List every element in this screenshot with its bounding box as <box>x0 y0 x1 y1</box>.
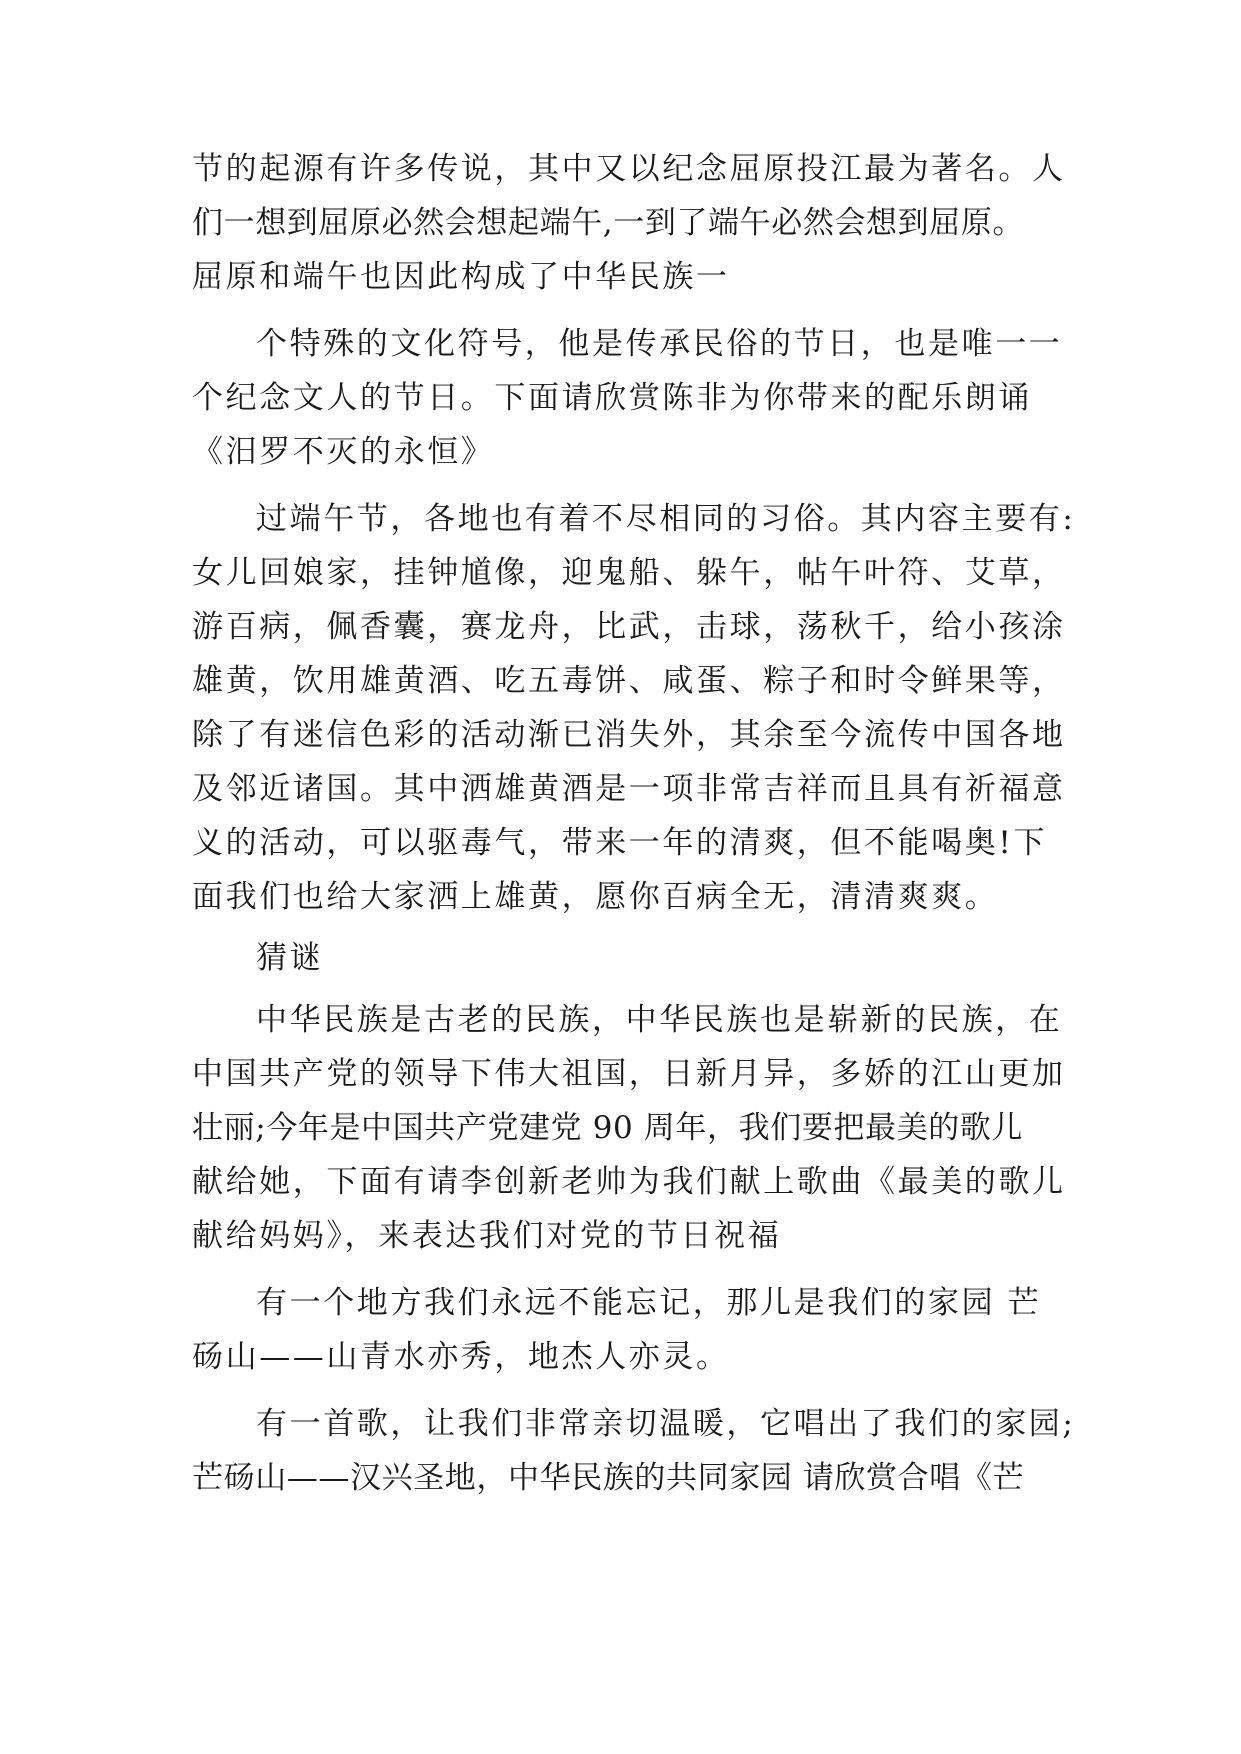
text-line: 女儿回娘家，挂钟馗像，迎鬼船、躲午，帖午叶符、艾草， <box>192 555 1066 591</box>
text-line: 义的活动，可以驱毒气，带来一年的清爽，但不能喝奥!下 <box>192 825 1048 861</box>
text-line: 《汨罗不灭的永恒》 <box>192 434 495 470</box>
text-line: 有一首歌，让我们非常亲切温暖，它唱出了我们的家园; <box>256 1406 1076 1442</box>
text-line: 壮丽;今年是中国共产党建党 90 周年，我们要把最美的歌儿 <box>192 1110 1023 1146</box>
text-line: 中国共产党的领导下伟大祖国，日新月异，多娇的江山更加 <box>192 1056 1066 1092</box>
text-line: 献给妈妈》，来表达我们对党的节日祝福 <box>192 1218 782 1254</box>
text-line: 们一想到屈原必然会想起端午,一到了端午必然会想到屈原。 <box>192 205 1025 241</box>
text-line: 芒砀山——汉兴圣地，中华民族的共同家园 请欣赏合唱《芒 <box>192 1460 1025 1496</box>
text-line: 游百病，佩香囊，赛龙舟，比武，击球，荡秋千，给小孩涂 <box>192 609 1066 645</box>
text-line: 过端午节，各地也有着不尽相同的习俗。其内容主要有: <box>256 501 1076 537</box>
text-line: 雄黄，饮用雄黄酒、吃五毒饼、咸蛋、粽子和时令鲜果等， <box>192 663 1066 699</box>
text-line: 个特殊的文化符号，他是传承民俗的节日，也是唯一一 <box>256 326 1063 362</box>
text-line: 个纪念文人的节日。下面请欣赏陈非为你带来的配乐朗诵 <box>192 380 1032 416</box>
text-line: 节的起源有许多传说，其中又以纪念屈原投江最为著名。人 <box>192 151 1066 187</box>
text-line: 中华民族是古老的民族，中华民族也是崭新的民族，在 <box>256 1002 1063 1038</box>
text-line: 献给她，下面有请李创新老帅为我们献上歌曲《最美的歌儿 <box>192 1164 1066 1200</box>
section-heading: 猜谜 <box>256 940 324 976</box>
text-line: 面我们也给大家洒上雄黄，愿你百病全无，清清爽爽。 <box>192 879 999 915</box>
text-line: 有一个地方我们永远不能忘记，那儿是我们的家园 芒 <box>256 1285 1042 1321</box>
text-line: 屈原和端午也因此构成了中华民族一 <box>192 259 730 295</box>
text-line: 除了有迷信色彩的活动渐已消失外，其余至今流传中国各地 <box>192 717 1066 753</box>
text-line: 及邻近诸国。其中洒雄黄酒是一项非常吉祥而且具有祈福意 <box>192 771 1066 807</box>
text-line: 砀山——山青水亦秀，地杰人亦灵。 <box>192 1339 730 1375</box>
